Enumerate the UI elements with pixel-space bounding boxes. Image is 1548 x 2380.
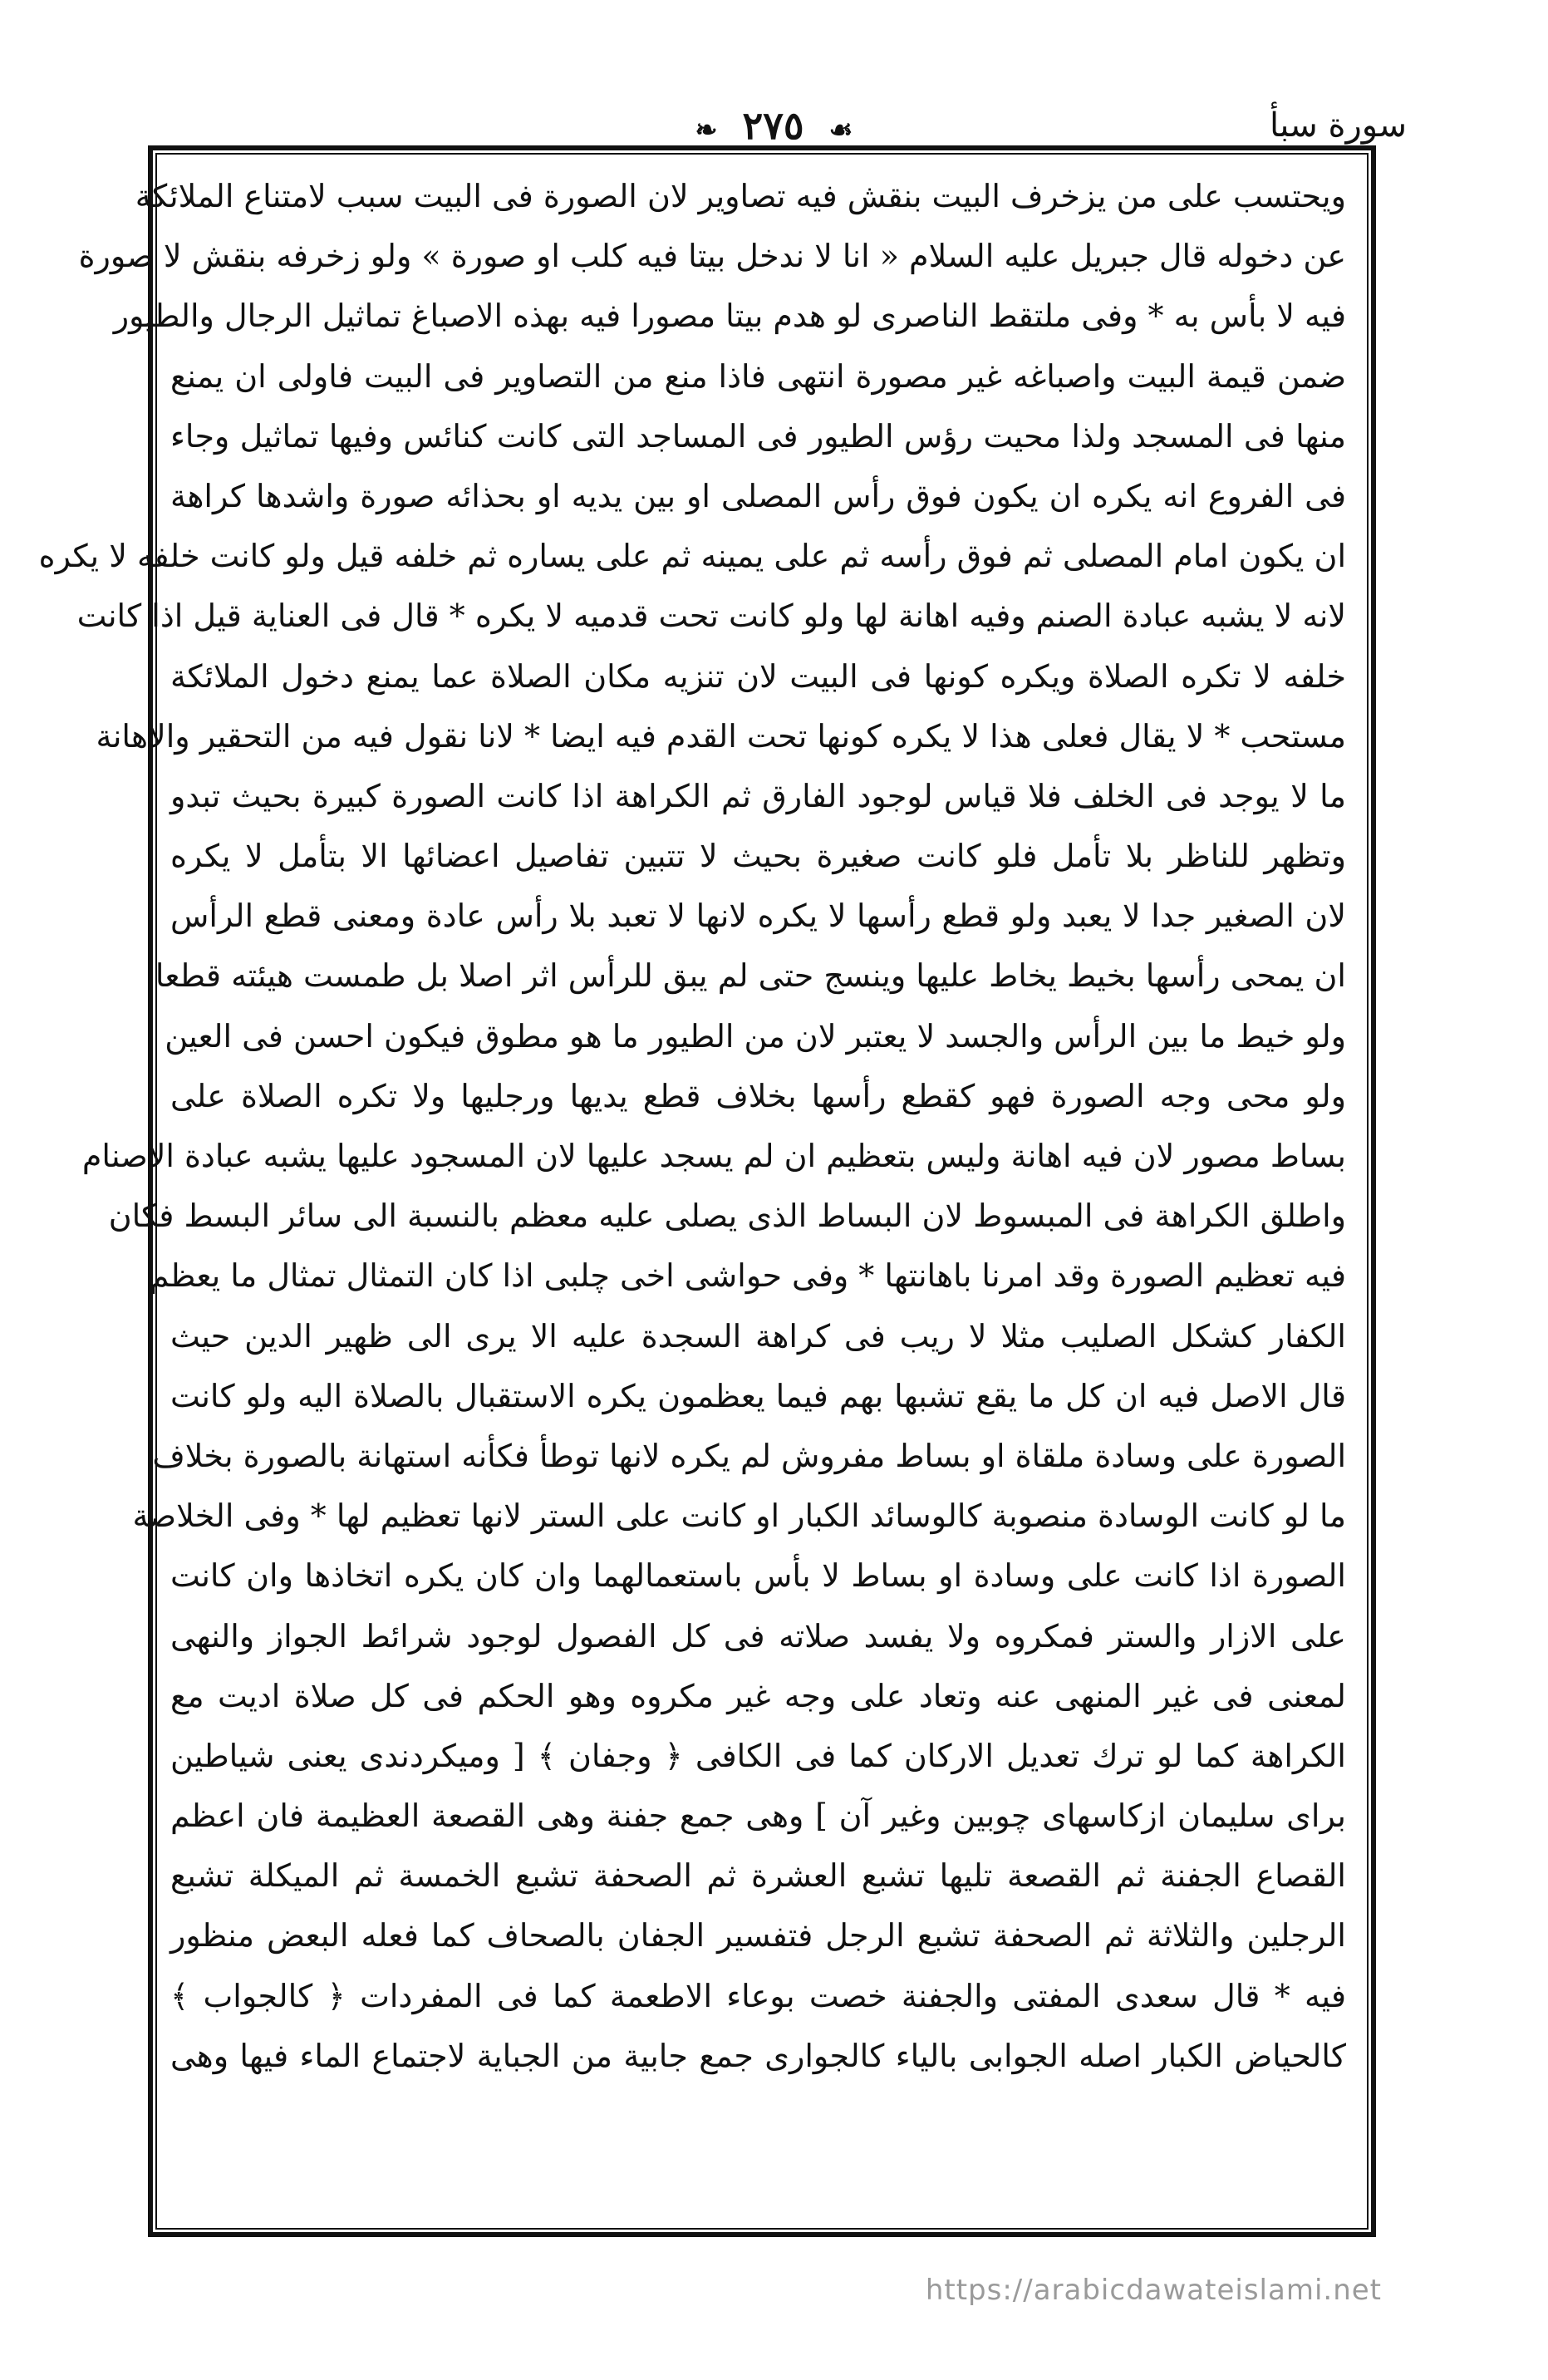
body-line: كالحياض الكبار اصله الجوابى بالياء كالجوارى جمع جابية من الجباية لاجتماع الماء فيها وهى [170, 2037, 1346, 2074]
body-line: فيه * قال سعدى المفتى والجفنة خصت بوعاء الاطعمة كما فى المفردات ﴿ كالجواب ﴾ [170, 1977, 1346, 2014]
ornament-right-icon: ☙ [828, 114, 853, 145]
body-line: بساط مصور لان فيه اهانة وليس بتعظيم ان لم يسجد عليها لان المسجود عليها يشبه عبادة الاصنام [81, 1138, 1346, 1174]
body-line: الرجلين والثلاثة ثم الصحفة تشبع الرجل فتفسير الجفان بالصحاف كما فعله البعض منظور [170, 1917, 1346, 1955]
body-line: براى سليمان ازكاسهاى چوبين وغير آن ] وهى جمع جفنة وهى القصعة العظيمة فان اعظم [170, 1797, 1346, 1835]
body-line: ما لا يوجد فى الخلف فلا قياس لوجود الفارق ثم الكراهة اذا كانت الصورة كبيرة بحيث تبدو [170, 777, 1346, 814]
body-line: ما لو كانت الوسادة منصوبة كالوسائد الكبار او كانت على الستر لانها تعظيم لها * وفى الخلاصة [132, 1497, 1346, 1535]
body-line: الكراهة كما لو ترك تعديل الاركان كما فى الكافى ﴿ وجفان ﴾ [ وميكردندى يعنى شياطين [170, 1737, 1346, 1774]
ornament-left-icon: ❧ [695, 114, 718, 145]
body-line: خلفه لا تكره الصلاة ويكره كونها فى البيت لان تنزيه مكان الصلاة عما يمنع دخول الملائكة [170, 657, 1346, 695]
body-line: ولو محى وجه الصورة فهو كقطع رأسها بخلاف قطع يديها ورجليها ولا تكره الصلاة على [170, 1077, 1346, 1114]
body-line: لان الصغير جدا لا يعبد ولو قطع رأسها لا يكره لانها لا تعبد بلا رأس عادة ومعنى قطع الرأس [170, 897, 1346, 935]
running-title-surah: سورة سبأ [1270, 106, 1407, 145]
body-line: فى الفروع انه يكره ان يكون فوق رأس المصلى او بين يديه او بحذائه صورة واشدها كراهة [170, 477, 1346, 514]
body-text [38, 166, 1346, 2202]
body-line: ضمن قيمة البيت واصباغه غير مصورة انتهى فاذا منع من التصاوير فى البيت فاولى ان يمنع [170, 357, 1346, 395]
body-line: فيه لا بأس به * وفى ملتقط الناصرى لو هدم بيتا مصورا فيه بهذه الاصباغ تماثيل الرجال والطيور [113, 298, 1346, 335]
body-line: وتظهر للناظر بلا تأمل فلو كانت صغيرة بحيث لا تتبين تفاصيل اعضائها الا بتأمل لا يكره [170, 838, 1346, 875]
body-line: عن دخوله قال جبريل عليه السلام « انا لا ندخل بيتا فيه كلب او صورة » ولو زخرفه بنقش لا صورة [78, 238, 1346, 275]
page-number-value: ٢٧٥ [742, 103, 804, 148]
body-line: الكفار كشكل الصليب مثلا لا ريب فى كراهة السجدة عليه الا يرى الى ظهير الدين حيث [170, 1317, 1346, 1355]
body-line: لمعنى فى غير المنهى عنه وتعاد على وجه غير مكروه وهو الحكم فى كل صلاة اديت مع [170, 1677, 1346, 1714]
body-line: منها فى المسجد ولذا محيت رؤس الطيور فى المساجد التى كانت كنائس وفيها تماثيل وجاء [170, 417, 1346, 455]
body-line: الصورة على وسادة ملقاة او بساط مفروش لم يكره لانها توطأ فكأنه استهانة بالصورة بخلاف [152, 1437, 1346, 1474]
body-line: واطلق الكراهة فى المبسوط لان البساط الذى يصلى عليه معظم بالنسبة الى سائر البسط فكان [108, 1197, 1346, 1235]
watermark-url: https://arabicdawateislami.net [925, 2274, 1382, 2307]
body-line: قال الاصل فيه ان كل ما يقع تشبها بهم فيما يعظمون يكره الاستقبال بالصلاة اليه ولو كانت [170, 1377, 1346, 1414]
body-line: مستحب * لا يقال فعلى هذا لا يكره كونها تحت القدم فيه ايضا * لانا نقول فيه من التحقير والاهانة [96, 717, 1346, 755]
body-line: ولو خيط ما بين الرأس والجسد لا يعتبر لان من الطيور ما هو مطوق فيكون احسن فى العين [165, 1017, 1346, 1055]
body-line: الصورة اذا كانت على وسادة او بساط لا بأس باستعمالهما وان كان يكره اتخاذها وان كانت [170, 1557, 1346, 1595]
body-line: ويحتسب على من يزخرف البيت بنقش فيه تصاوير لان الصورة فى البيت سبب لامتناع الملائكة [135, 178, 1346, 214]
body-line: فيه تعظيم الصورة وقد امرنا باهانتها * وفى حواشى اخى چلبى اذا كان التمثال تمثال ما يعظم [149, 1257, 1346, 1295]
body-line: على الازار والستر فمكروه ولا يفسد صلاته فى كل الفصول لوجود شرائط الجواز والنهى [170, 1617, 1346, 1655]
body-line: ان يمحى رأسها بخيط يخاط عليها وينسج حتى لم يبق للرأس اثر اصلا بل طمست هيئته قطعا [155, 957, 1346, 995]
body-line: القصاع الجفنة ثم القصعة تليها تشبع العشرة ثم الصحفة تشبع الخمسة ثم الميكلة تشبع [170, 1857, 1346, 1895]
body-line: ان يكون امام المصلى ثم فوق رأسه ثم على يمينه ثم على يساره ثم خلفه قيل ولو كانت خلفه لا يكره [38, 538, 1346, 575]
body-line: لانه لا يشبه عبادة الصنم وفيه اهانة لها ولو كانت تحت قدميه لا يكره * قال فى العناية قيل اذا كانت [76, 597, 1346, 635]
page-number [684, 103, 865, 148]
